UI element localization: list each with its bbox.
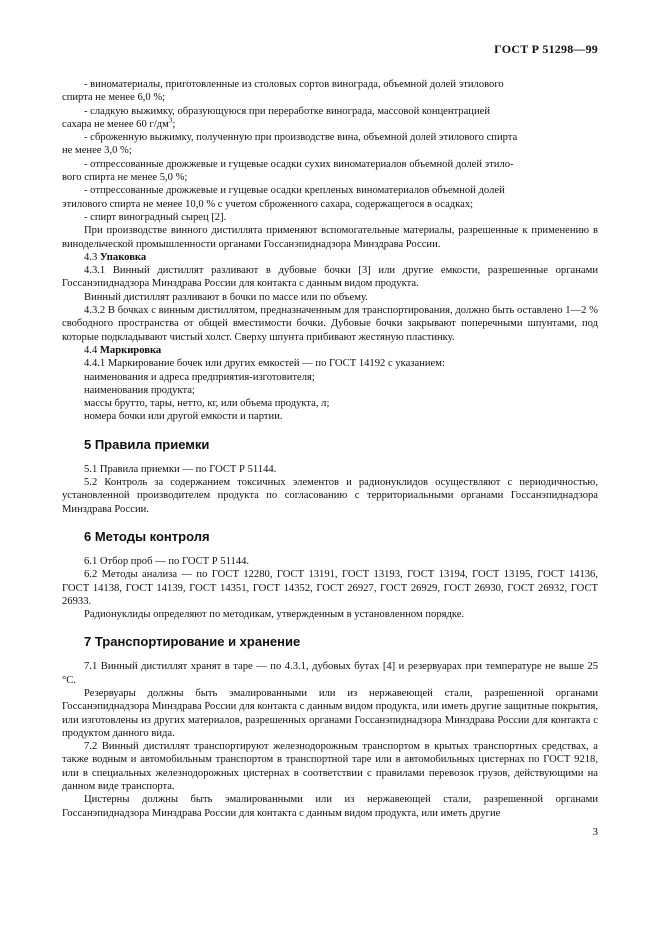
document-body (62, 78, 598, 820)
subsection-title: Упаковка (99, 251, 147, 263)
section-heading: 6 Методы контроля (84, 528, 210, 544)
document-code: ГОСТ Р 51298—99 (494, 42, 598, 56)
text-line: спирта не менее 6,0 %; (62, 92, 166, 104)
paragraph: 4.4.1 Маркирование бочек или других емкостей — по ГОСТ 14192 с указанием: (84, 358, 445, 370)
paragraph: 7.2 Винный дистиллят транспортируют железнодорожным транспортом в крытых транспортных средствах, а также водным и автомобильным транспортом в транспортной таре или в автомобильных цистернах по ГОСТ 9218, или в специальных железнодорожных цистернах в соответствии с правилами перевозок грузов, действующими на данном виде транспорта. (62, 741, 598, 793)
text-line: - отпрессованные дрожжевые и гущевые осадки крепленых виноматериалов объемной долей (84, 185, 505, 197)
subsection-number: 4.3 (84, 251, 98, 263)
subsection-number: 4.4 (84, 344, 98, 356)
section-heading: 5 Правила приемки (84, 436, 210, 452)
subsection-heading (62, 251, 598, 264)
list-item (62, 131, 598, 144)
subsection-title: Маркировка (99, 344, 162, 356)
paragraph: 5.1 Правила приемки — по ГОСТ Р 51144. (84, 463, 277, 475)
list-item (62, 158, 598, 171)
paragraph: Цистерны должны быть эмалированными или из нержавеющей стали, разрешенной органами Госсанэпиднадзора Минздрава России для контакта с данным видом продукта, или иметь другие (62, 794, 598, 819)
list-item (62, 105, 598, 118)
text-fragment: сахара не менее 60 г/дм (62, 118, 169, 130)
superscript: 3 (168, 116, 173, 125)
list-item (62, 184, 598, 197)
list-item (62, 78, 598, 91)
text-line: этилового спирта не менее 10,0 % с учетом сброженного сахара, содержащегося в осадках; (62, 198, 474, 210)
paragraph: 7.1 Винный дистиллят хранят в таре — по 4.3.1, дубовых бутах [4] и резервуарах при температуре не выше 25 °С. (62, 661, 598, 686)
text-line (62, 118, 598, 131)
page-number: 3 (592, 826, 598, 838)
text-fragment: ; (172, 118, 176, 130)
list-item: массы брутто, тары, нетто, кг, или объема продукта, л; (84, 398, 330, 410)
paragraph: При производстве винного дистиллята применяют вспомогательные материалы, разрешенные к применению в винодельческой промышленности органами Госсанэпиднадзора Минздрава России. (62, 225, 598, 250)
text-line: не менее 3,0 %; (62, 145, 132, 157)
subsection-heading (62, 344, 598, 357)
text-line: - сладкую выжимку, образующуюся при переработке винограда, массовой концентрацией (84, 105, 491, 117)
paragraph: 6.2 Методы анализа — по ГОСТ 12280, ГОСТ 13191, ГОСТ 13193, ГОСТ 13194, ГОСТ 13195, ГОСТ 14136, ГОСТ 14138, ГОСТ 14139, ГОСТ 14351, ГОСТ 14352, ГОСТ 26927, ГОСТ 26929, ГОСТ 26930, ГОСТ 26932, ГОСТ 26933. (62, 569, 598, 607)
text-line: - сброженную выжимку, полученную при производстве вина, объемной долей этилового спирта (84, 132, 518, 144)
list-item: наименования и адреса предприятия-изготовителя; (84, 371, 315, 383)
list-item: номера бочки или другой емкости и партии. (84, 411, 283, 423)
paragraph: Радионуклиды определяют по методикам, утвержденным в установленном порядке. (84, 609, 465, 621)
paragraph: Винный дистиллят разливают в бочки по массе или по объему. (84, 291, 368, 303)
section-heading: 7 Транспортирование и хранение (84, 634, 301, 650)
text-line: вого спирта не менее 5,0 %; (62, 172, 188, 184)
text-line: - отпрессованные дрожжевые и гущевые осадки сухих виноматериалов объемной долей этило- (84, 158, 514, 170)
paragraph: 6.1 Отбор проб — по ГОСТ Р 51144. (84, 555, 250, 567)
list-item: - спирт виноградный сырец [2]. (84, 211, 227, 223)
paragraph: 4.3.2 В бочках с винным дистиллятом, предназначенным для транспортирования, должно быть оставлено 1—2 % свободного пространства от общей вместимости бочки. Дубовые бочки закрывают поперечными шпунтами, под которые подкладывают чистый холст. Сверху шпунта прибивают жестяную пластинку. (62, 305, 598, 343)
paragraph: 5.2 Контроль за содержанием токсичных элементов и радионуклидов осуществляют с периодичностью, установленной производителем продукта по согласованию с территориальными органами Госсанэпиднадзора Минздрава России. (62, 477, 598, 515)
paragraph: 4.3.1 Винный дистиллят разливают в дубовые бочки [3] или другие емкости, разрешенные органами Госсанэпиднадзора Минздрава России для контакта с данным видом продукта. (62, 265, 598, 290)
list-item: наименования продукта; (84, 384, 195, 396)
paragraph: Резервуары должны быть эмалированными или из нержавеющей стали, разрешенной органами Госсанэпиднадзора Минздрава России для контакта с данным видом продукта, или иметь другие защитные покрытия, или изготовлены из других материалов, разрешенных органами Госсанэпиднадзора Минздрава России для контакта с продуктом данного вида. (62, 687, 598, 739)
text-line: - виноматериалы, приготовленные из столовых сортов винограда, объемной долей этилового (84, 79, 504, 90)
